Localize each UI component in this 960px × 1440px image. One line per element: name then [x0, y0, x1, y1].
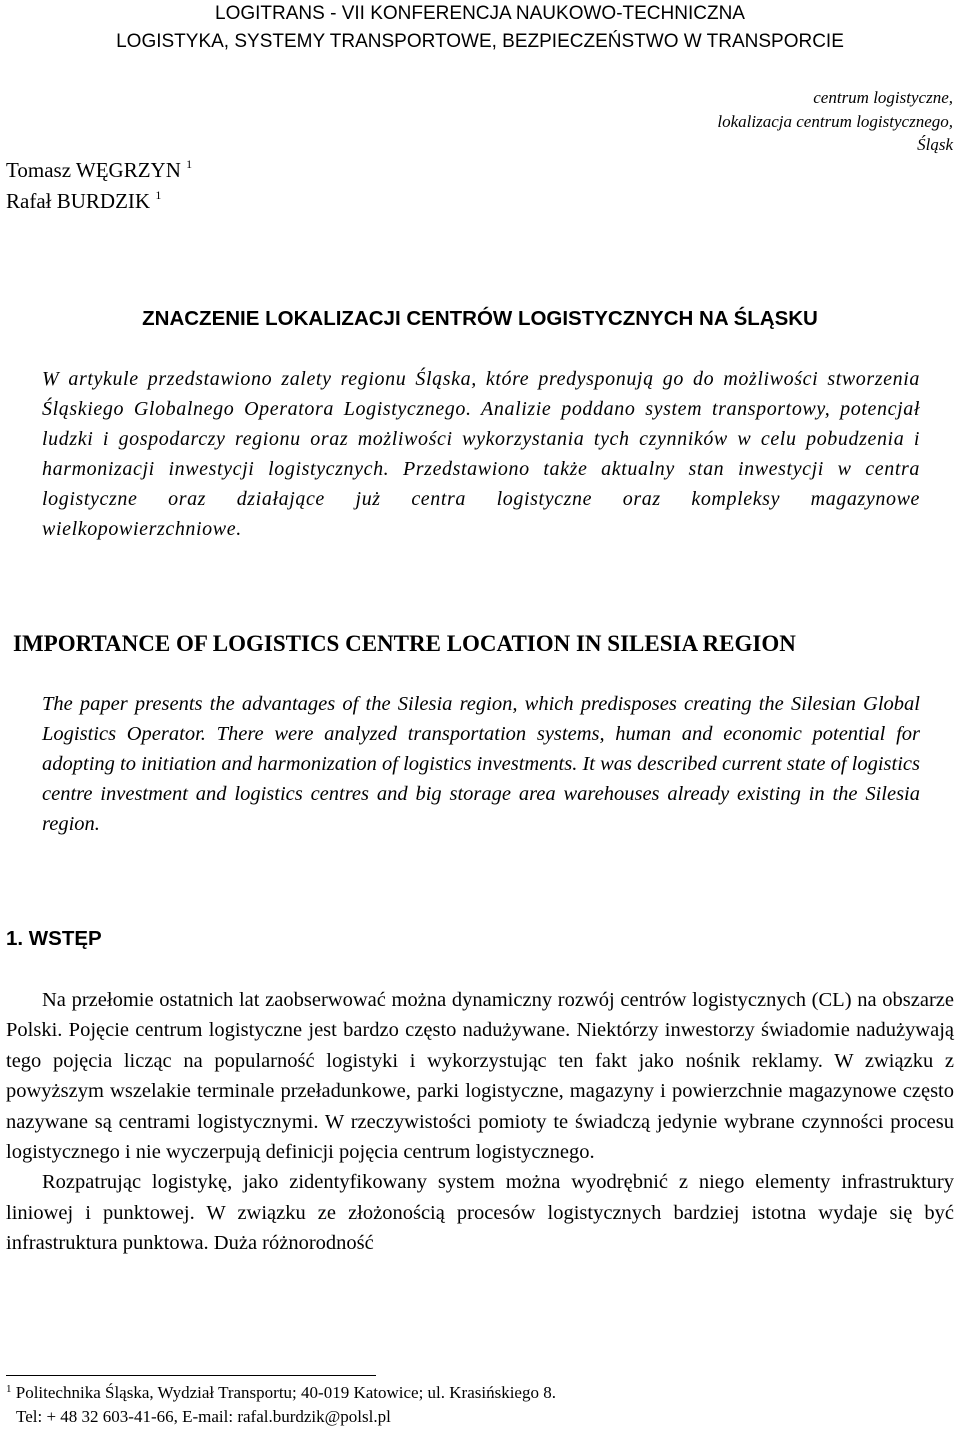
abstract-english-text: The paper presents the advantages of the Silesia region, which predisposes creating the Silesian Global Logistics Operator. There were analyzed transportation systems, human and economic potential for adopting to initiation and harmonization of logistics investments. It was described current state of logistics centre investment and logistics centres and big storage area warehouses already existing in the Silesia region.	[42, 693, 920, 835]
conference-subtitle: LOGISTYKA, SYSTEMY TRANSPORTOWE, BEZPIECZEŃSTWO W TRANSPORCIE	[116, 31, 844, 52]
author-name: Rafał BURDZIK	[6, 189, 151, 213]
keywords	[717, 86, 953, 157]
author-list	[6, 155, 192, 217]
section-heading: 1. WSTĘP	[6, 927, 102, 950]
keyword: Śląsk	[917, 135, 953, 154]
footnote-line1: Politechnika Śląska, Wydział Transportu; 40-019 Katowice; ul. Krasińskiego 8.	[15, 1383, 556, 1402]
abstract-polish	[42, 364, 920, 544]
paper-title-english: IMPORTANCE OF LOGISTICS CENTRE LOCATION IN SILESIA REGION	[13, 631, 796, 656]
body-paragraph: Rozpatrując logistykę, jako zidentyfikowany system można wyodrębnić z niego elementy infrastruktury liniowej i punktowej. W związku ze złożonością procesów logistycznych bardziej istotna wydaje się być infrastruktura punktowa. Duża różnorodność	[6, 1171, 954, 1255]
body-paragraph: Na przełomie ostatnich lat zaobserwować można dynamiczny rozwój centrów logistycznych (CL) na obszarze Polski. Pojęcie centrum logistyczne jest bardzo często nadużywane. Niektórzy inwestorzy świadomie nadużywają tego pojęcia licząc na popularność logistyki i wykorzystując ten fakt jako nośnik reklamy. W związku z powyższym wszelakie terminale przeładunkowe, parki logistyczne, magazyny i powierzchnie magazynowe często nazywane są centrami logistycznymi. W rzeczywistości pomioty te świadczą jedynie wybrane czynności procesu logistycznego i nie wyczerpują definicji pojęcia centrum logistycznego.	[6, 989, 954, 1164]
affiliation-marker: 1	[186, 157, 193, 171]
paper-title-polish: ZNACZENIE LOKALIZACJI CENTRÓW LOGISTYCZNYCH NA ŚLĄSKU	[142, 307, 818, 330]
footnote-contact: Tel: + 48 32 603-41-66, E-mail: rafal.burdzik@polsl.pl	[16, 1407, 391, 1426]
footnote-separator	[6, 1375, 376, 1376]
author	[6, 186, 192, 217]
affiliation-marker: 1	[155, 188, 162, 202]
footnote-affiliation	[6, 1381, 556, 1405]
keyword: lokalizacja centrum logistycznego,	[717, 111, 953, 131]
body-text	[6, 985, 954, 1259]
keyword: centrum logistyczne,	[813, 88, 953, 107]
footnote-marker: 1	[6, 1383, 12, 1395]
author-name: Tomasz WĘGRZYN	[6, 158, 181, 182]
author	[6, 155, 192, 186]
footnote	[6, 1381, 556, 1429]
abstract-english	[42, 689, 920, 839]
abstract-polish-text: W artykule przedstawiono zalety regionu Śląska, które predysponują go do możliwości stworzenia Śląskiego Globalnego Operatora Logistycznego. Analizie poddano system transportowy, potencjał ludzki i gospodarczy regionu oraz możliwości wykorzystania tych czynników w celu pobudzenia i harmonizacji inwestycji logistycznych. Przedstawiono także aktualny stan inwestycji w centra logistyczne oraz działające już centra logistyczne oraz kompleksy magazynowe wielkopowierzchniowe.	[42, 368, 920, 540]
conference-title: LOGITRANS - VII KONFERENCJA NAUKOWO-TECHNICZNA	[215, 3, 745, 24]
